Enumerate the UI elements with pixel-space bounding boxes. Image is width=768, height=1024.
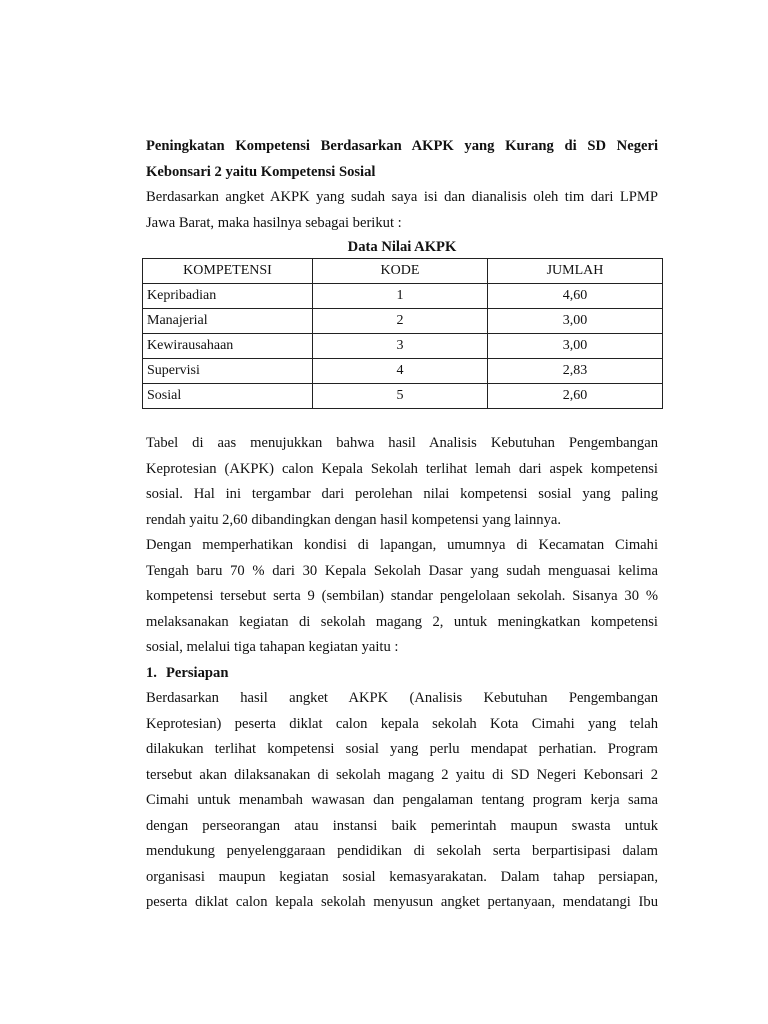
cell-kompetensi: Supervisi [143,359,313,384]
paragraph-line: sosial. Hal ini tergambar dari perolehan nilai kompetensi sosial yang paling [146,486,658,502]
paragraph-line: melaksanakan kegiatan di sekolah magang 2, untuk meningkatkan kompetensi [146,613,658,630]
table-row [143,384,663,409]
intro-line-1: Berdasarkan angket AKPK yang sudah saya isi dan dianalisis oleh tim dari LPMP [146,189,658,205]
paragraph-line: Dengan memperhatikan kondisi di lapangan, umumnya di Kecamatan Cimahi [146,537,658,553]
paragraph-line: Cimahi untuk menambah wawasan dan pengalaman tentang program kerja sama [146,792,658,808]
cell-kode: 5 [313,384,488,409]
intro-paragraph [146,185,658,236]
paragraph-line: organisasi maupun kegiatan sosial kemasyarakatan. Dalam tahap persiapan, [146,868,658,885]
intro-line-2: Jawa Barat, maka hasilnya sebagai berikut : [146,214,402,231]
paragraph-line: Keprotesian) peserta diklat calon kepala sekolah Kota Cimahi yang telah [146,715,658,732]
table-caption: Data Nilai AKPK [347,239,457,255]
cell-jumlah: 2,83 [488,359,663,384]
paragraph-line: mendukung penyelenggaraan pendidikan di sekolah serta berpartisipasi dalam [146,843,658,859]
cell-kode: 4 [313,359,488,384]
paragraph-line: Tabel di aas menujukkan bahwa hasil Analisis Kebutuhan Pengembangan [146,435,658,451]
paragraph-line: Keprotesian (AKPK) calon Kepala Sekolah terlihat lemah dari aspek kompetensi [146,460,658,477]
paragraph-line: kompetensi tersebut serta 9 (sembilan) standar pengelolaan sekolah. Sisanya 30 % [146,588,658,604]
paragraph-line: Berdasarkan hasil angket AKPK (Analisis Kebutuhan Pengembangan [146,690,658,706]
paragraph-line: dengan perseorangan atau instansi baik pemerintah maupun swasta untuk [146,817,658,834]
column-header-jumlah: JUMLAH [488,259,663,284]
cell-kode: 1 [313,284,488,309]
paragraph-conditions [146,533,658,661]
cell-kompetensi: Sosial [143,384,313,409]
cell-kompetensi: Kepribadian [143,284,313,309]
cell-kompetensi: Kewirausahaan [143,334,313,359]
paragraph-analysis [146,431,658,533]
table-row [143,359,663,384]
cell-kompetensi: Manajerial [143,309,313,334]
paragraph-line: tersebut akan dilaksanakan di sekolah magang 2 yaitu di SD Negeri Kebonsari 2 [146,766,658,783]
section-number: 1. [146,664,157,681]
cell-jumlah: 2,60 [488,384,663,409]
paragraph-line: Tengah baru 70 % dari 30 Kepala Sekolah Dasar yang sudah menguasai kelima [146,562,658,579]
section-title: Persiapan [166,664,229,681]
document-body [146,134,658,916]
document-heading [146,134,658,185]
heading-line-1: Peningkatan Kompetensi Berdasarkan AKPK yang Kurang di SD Negeri [146,138,658,154]
paragraph-line: sosial, melalui tiga tahapan kegiatan yaitu : [146,639,399,655]
section-heading-persiapan [146,661,658,687]
table-row [143,284,663,309]
cell-jumlah: 4,60 [488,284,663,309]
paragraph-line: peserta diklat calon kepala sekolah menyusun angket pertanyaan, mendatangi Ibu [146,894,658,910]
table-row [143,334,663,359]
cell-kode: 2 [313,309,488,334]
akpk-table [142,258,663,409]
column-header-kode: KODE [313,259,488,284]
spacer [146,409,658,431]
paragraph-line: dilakukan terlihat kompetensi sosial yang perlu mendapat perhatian. Program [146,741,658,757]
table-header-row [143,259,663,284]
table-row [143,309,663,334]
paragraph-line: rendah yaitu 2,60 dibandingkan dengan hasil kompetensi yang lainnya. [146,511,562,528]
cell-jumlah: 3,00 [488,309,663,334]
cell-jumlah: 3,00 [488,334,663,359]
column-header-kompetensi: KOMPETENSI [143,259,313,284]
heading-line-2: Kebonsari 2 yaitu Kompetensi Sosial [146,163,376,180]
cell-kode: 3 [313,334,488,359]
paragraph-persiapan [146,686,658,916]
